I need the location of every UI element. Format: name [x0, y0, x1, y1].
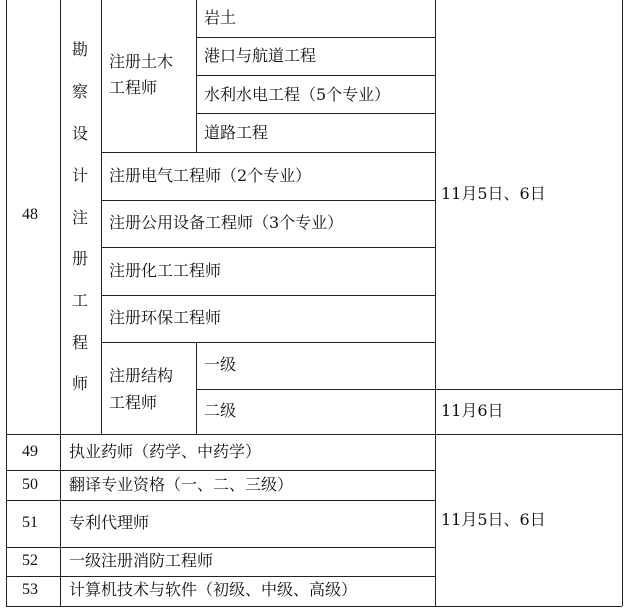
row-number: 51	[22, 514, 38, 531]
category-char: 勘	[71, 40, 88, 59]
category-char: 师	[71, 374, 88, 393]
category-char: 注	[71, 208, 88, 227]
category-char: 察	[71, 82, 88, 101]
grid-line	[435, 0, 436, 606]
grid-line	[101, 342, 435, 343]
category-char: 册	[71, 249, 88, 268]
row-number: 52	[22, 552, 38, 569]
grid-line	[101, 152, 435, 153]
civil-engineer-label: 工程师	[109, 78, 158, 97]
grid-line	[6, 500, 435, 501]
grid-line	[101, 295, 435, 296]
category-char: 计	[71, 166, 88, 185]
structural-engineer-label: 注册结构	[109, 366, 174, 385]
grid-line	[101, 0, 102, 434]
grid-line	[196, 37, 435, 38]
structural-level: 二级	[204, 401, 237, 420]
exam-name: 一级注册消防工程师	[69, 551, 214, 570]
civil-subspecialty: 岩土	[204, 8, 237, 27]
grid-line	[6, 547, 435, 548]
category-char: 设	[71, 124, 88, 143]
civil-subspecialty: 港口与航道工程	[204, 46, 317, 65]
exam-date: 11月5日、6日	[441, 510, 546, 529]
grid-line	[622, 0, 623, 606]
exam-name: 翻译专业资格（一、二、三级）	[69, 475, 294, 494]
civil-engineer-label: 注册土木	[109, 52, 174, 71]
structural-engineer-label: 工程师	[109, 393, 158, 412]
exam-date: 11月5日、6日	[441, 184, 546, 203]
electrical-engineer: 注册电气工程师（2个专业）	[109, 166, 312, 185]
grid-line	[196, 113, 435, 114]
row-number: 50	[22, 476, 38, 493]
grid-line	[101, 247, 435, 248]
grid-line	[6, 0, 7, 606]
row-number: 48	[22, 206, 38, 223]
row-number: 49	[22, 443, 38, 460]
chemical-engineer: 注册化工工程师	[109, 261, 222, 280]
environmental-engineer: 注册环保工程师	[109, 308, 222, 327]
civil-subspecialty: 道路工程	[204, 123, 269, 142]
category-char: 工	[71, 291, 88, 310]
exam-name: 执业药师（药学、中药学）	[69, 442, 262, 461]
grid-line	[6, 470, 435, 471]
grid-line	[101, 200, 435, 201]
grid-line	[196, 389, 622, 390]
structural-level: 一级	[204, 355, 237, 374]
row-number: 53	[22, 581, 38, 598]
grid-line	[6, 576, 435, 577]
civil-subspecialty: 水利水电工程（5个专业）	[204, 85, 391, 104]
grid-line	[6, 606, 622, 607]
exam-date: 11月6日	[441, 401, 504, 420]
grid-line	[196, 75, 435, 76]
grid-line	[60, 0, 61, 606]
category-char: 程	[71, 333, 88, 352]
utility-engineer: 注册公用设备工程师（3个专业）	[109, 213, 344, 232]
grid-line	[6, 434, 622, 435]
grid-line	[196, 342, 197, 434]
exam-name: 专利代理师	[69, 513, 150, 532]
grid-line	[196, 0, 197, 152]
exam-name: 计算机技术与软件（初级、中级、高级）	[69, 580, 358, 599]
